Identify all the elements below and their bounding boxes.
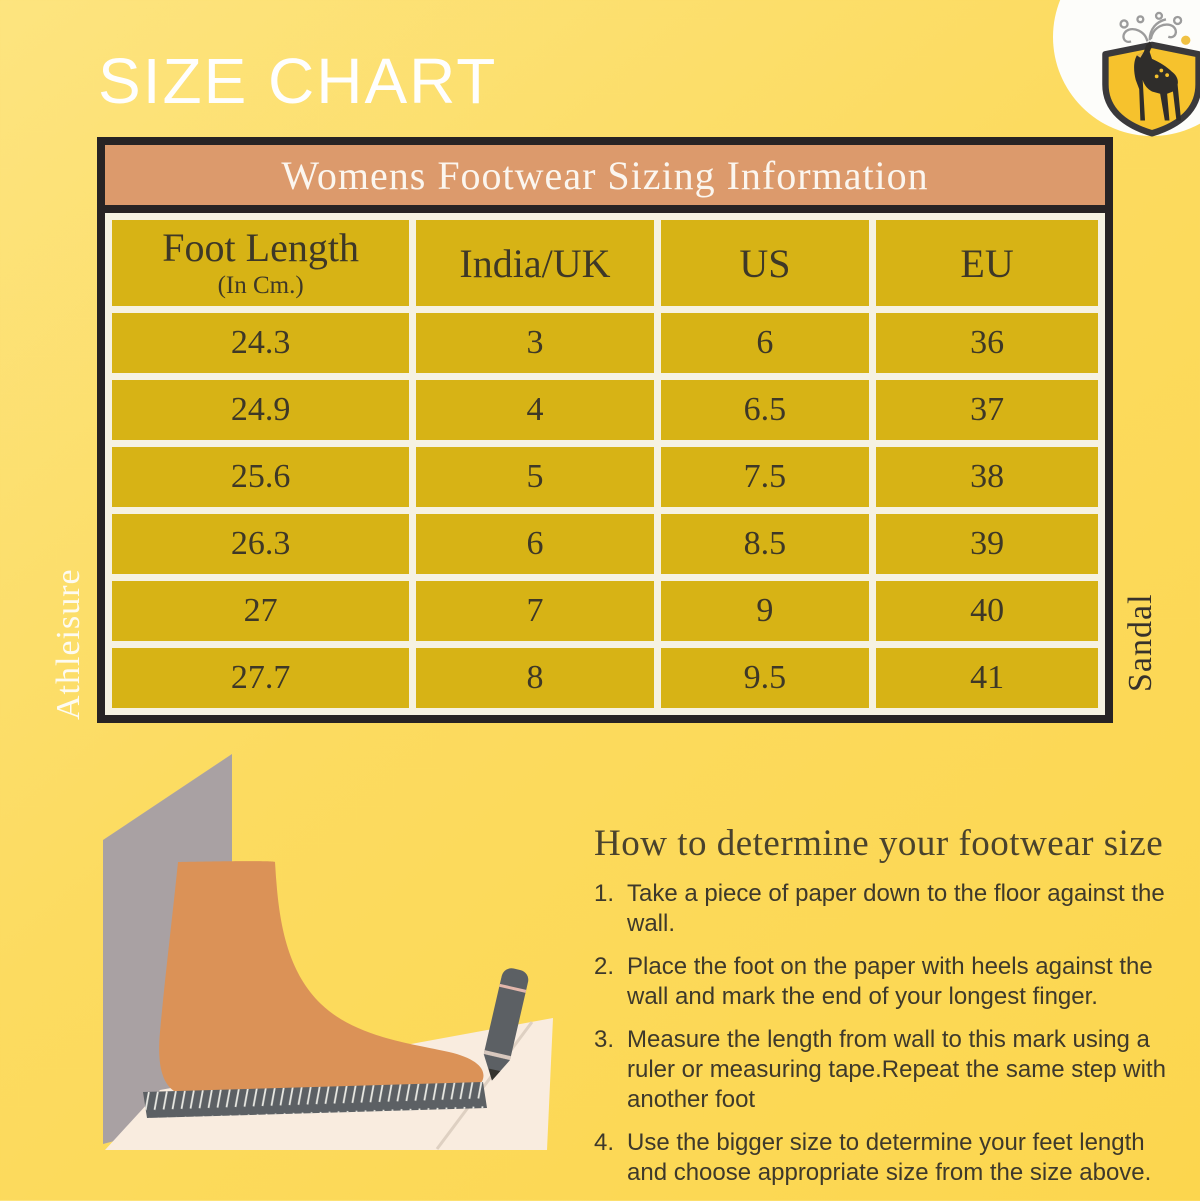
column-header-sublabel: (In Cm.)	[217, 272, 304, 299]
foot-measurement-illustration	[85, 752, 585, 1192]
deer-spot	[1159, 69, 1163, 73]
cell-us: 6	[661, 313, 870, 373]
cell-eu: 40	[876, 581, 1098, 641]
step-number: 1.	[594, 880, 615, 907]
table-row	[112, 313, 1098, 373]
cell-eu: 36	[876, 313, 1098, 373]
cell-eu: 37	[876, 380, 1098, 440]
cell-eu: 41	[876, 648, 1098, 708]
cell-india-uk: 7	[416, 581, 653, 641]
brand-logo	[1053, 0, 1200, 136]
column-header-eu: EU	[876, 220, 1098, 306]
cell-foot-length: 25.6	[112, 447, 409, 507]
howto-step	[594, 879, 1186, 939]
table-row	[112, 447, 1098, 507]
foot-shape	[159, 861, 483, 1095]
cell-foot-length: 24.3	[112, 313, 409, 373]
cell-foot-length: 26.3	[112, 514, 409, 574]
howto-section	[594, 822, 1186, 1201]
table-title-band	[105, 145, 1105, 213]
step-text: Place the foot on the paper with heels against the wall and mark the end of your longest finger.	[627, 953, 1153, 1010]
cell-us: 9	[661, 581, 870, 641]
table-header-row	[112, 220, 1098, 306]
step-text: Take a piece of paper down to the floor against the wall.	[627, 880, 1165, 937]
cell-india-uk: 5	[416, 447, 653, 507]
deer-spot	[1165, 73, 1169, 77]
cell-us: 7.5	[661, 447, 870, 507]
column-header-india-uk: India/UK	[416, 220, 653, 306]
step-text: Use the bigger size to determine your feet length and choose appropriate size from the size above.	[627, 1129, 1152, 1186]
cell-india-uk: 4	[416, 380, 653, 440]
page-title: SIZE CHART	[98, 45, 498, 117]
step-number: 4.	[594, 1129, 615, 1156]
antler-swirls-icon	[1121, 13, 1182, 42]
column-header-foot-length	[112, 220, 409, 306]
size-table	[97, 137, 1113, 723]
gold-dot	[1181, 36, 1190, 45]
table-title: Womens Footwear Sizing Information	[281, 152, 929, 198]
cell-us: 6.5	[661, 380, 870, 440]
table-row	[112, 581, 1098, 641]
category-label-sandal: Sandal	[1122, 593, 1159, 693]
step-text: Measure the length from wall to this mark using a ruler or measuring tape.Repeat the same step with another foot	[627, 1026, 1166, 1113]
howto-step	[594, 1128, 1186, 1188]
cell-eu: 38	[876, 447, 1098, 507]
cell-india-uk: 8	[416, 648, 653, 708]
howto-step	[594, 1025, 1186, 1115]
howto-step	[594, 952, 1186, 1012]
step-number: 2.	[594, 953, 615, 980]
size-table-grid	[105, 213, 1105, 715]
cell-us: 9.5	[661, 648, 870, 708]
column-header-label: Foot Length	[162, 225, 359, 270]
cell-eu: 39	[876, 514, 1098, 574]
step-number: 3.	[594, 1026, 615, 1053]
table-row	[112, 648, 1098, 708]
column-header-us: US	[661, 220, 870, 306]
category-label-athleisure: Athleisure	[50, 568, 87, 720]
howto-heading: How to determine your footwear size	[594, 823, 1164, 864]
cell-foot-length: 24.9	[112, 380, 409, 440]
cell-india-uk: 3	[416, 313, 653, 373]
cell-india-uk: 6	[416, 514, 653, 574]
deer-shield-icon	[1093, 10, 1200, 138]
cell-foot-length: 27	[112, 581, 409, 641]
table-row	[112, 514, 1098, 574]
cell-us: 8.5	[661, 514, 870, 574]
deer-spot	[1155, 74, 1159, 78]
table-row	[112, 380, 1098, 440]
cell-foot-length: 27.7	[112, 648, 409, 708]
